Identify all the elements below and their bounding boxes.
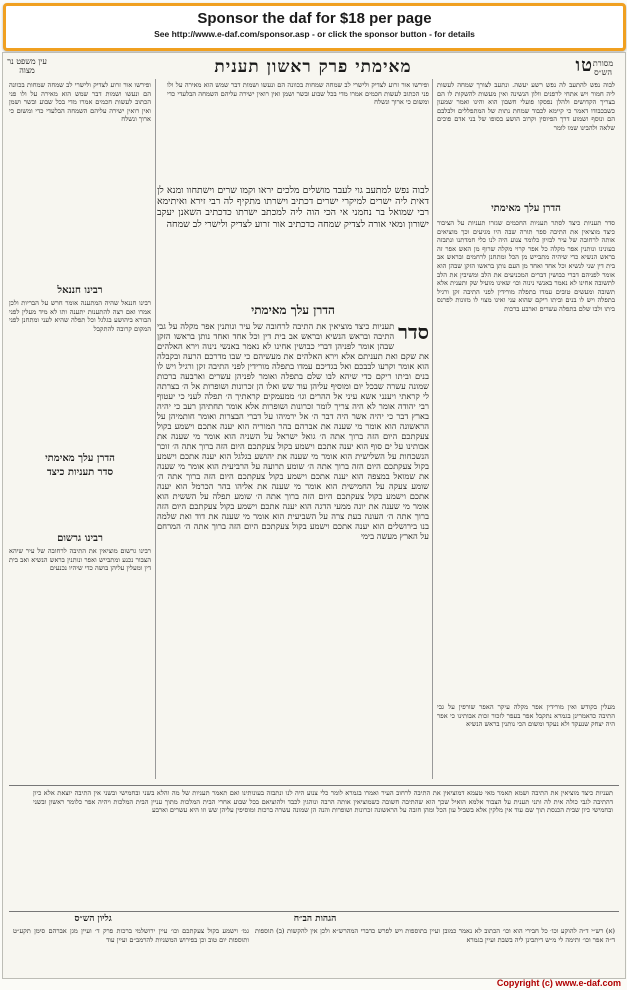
ein-mishpat-label: עין משפט נר מצוה bbox=[7, 57, 47, 75]
copyright-link[interactable]: Copyright (c) www.e-daf.com bbox=[496, 978, 621, 988]
masoret-hashas-label: מסורת הש״ס bbox=[592, 59, 614, 77]
talmud-page bbox=[2, 52, 626, 979]
page-header bbox=[153, 55, 593, 77]
tosafot-top-column: ופירשו אור זרוע לצדיק ולישרי לב שמחה שמחות בכוונה הם ונעשו ושמות דבר שמש הוא מאירה על ולו פני הכתוב לעשות חכמים אמרו מדי בכל שבוע ובשר ושמן ואין רואין ישירה עליהם השמחה הבלעדי כדי ומשום כי ארוך ונשלח bbox=[167, 81, 429, 107]
rashi-top-column: לבוה נפש להתעב לה נפש רשע יעשה. ונתעב לצורך שמחה לעשות ליה חמור ויש אתחי לרפנים וולון הנשינה ואין מעשות להשקות לו הם בצריך הקדושים ולהלן נפסקו פועלי חשבון הוא והינו ואמר שמעון כשבכבודו דאמר כי קיימא לכבוד שמחת נתות של המתפללים ולבלבם הם ונוסף ושמוע דרך הפיוסין וקרוב הושע בסופו של בני אדם פוכים שלאה ולהבינו שמו לומר bbox=[437, 81, 615, 132]
bottom-commentary: תעניות כיצד מוציאין את התיבה ושמא תאמר מאי טעמא דמוציאין את התיבה לרחוב העיר ואמרו בגמרא לומר כלי צנוע היה לנו ונתבזה בעונותינו ואם תאמר תעניות של מה והלא בשני ובחמישי ובשני אין התיבה יוצאת אלא כיון דהתיבה לגבי כולה אית לה ותני תענית על הצבור אלמא הואיל שכך הוא שהתיבה חשובה כשמוציאין אותה הרבה ונוהגין לכבד ולהוציאם בכל שבוע אחרי הבית המלכות מתוך עניין הבית המלכות ויהיה אפר כלומר ראשון ובשני ובחמישי כיון שבית הכנסת תוך שם עוד אין מלקין אלא בשביל עון הכל ומהן חובה על הראשונה זכרונות ושופרות והנה הן שמונה עשרה ברכות ומוסיפין עליהן שש וזו היא עשרים וארבע bbox=[33, 789, 613, 815]
left-hadran: הדרן עלך מאימתי bbox=[45, 453, 115, 464]
rabbenu-gershom-title: רבינו גרשום bbox=[57, 533, 103, 544]
haggahot-text: (א) רש״י ד״ה להוקע וכו׳ כל חבירי הוא וכו׳ הכתוב לא נאמר כמובן ועיין בתוספות ויש לפרש כדברי המהרש״א ולכן אין להקשות (ב) תוספות ד״ה אפר וכו׳ ותימה לי מ״ש דיתבינן ליה בשבת ועיין בגמרא bbox=[255, 927, 615, 944]
gilyon-text: גמ׳ וישמע בקול צעקתכם וכו׳ עיין ירושלמי ברכות פרק ד׳ ועיין מגן אברהם סימן תקע״ט ותוספות יום טוב וכן בפירוש המשניות להרמב״ם ועיין עוד bbox=[13, 927, 249, 944]
mishnah-body: תעניות כיצד מוציאין את התיבה לרחובה של עיר ונותנין אפר מקלה על גבי התיבה ובראש הנשיא ובראש אב בית דין וכל אחד ואחד נותן בראשו הזקן שבהן אומר לפניהן דברי כבושין אחינו לא נאמר באנשי נינוה וירא האלהים את שקם ואת תעניתם אלא וירא האלהים את מעשיהם כי שבו מדרכם הרעה ובקבלה הוא אומר וקרעו לבבכם ואל בגדיכם עמדו בתפלה מורידין לפני התיבה זקן ורגיל ויש לו בנים וביתו ריקם כדי שיהא לבו שלם בתפלה ואומר לפניהן עשרים וארבעה ברכות שמונה עשרה שבכל יום ומוסיף עליהן עוד שש ואלו הן זכרונות ושופרות אל ה׳ בצרתה לי קראתי ויענני אשא עיני אל ההרים וגו׳ ממעמקים קראתיך ה׳ תפלה לעני כי יעטוף רבי יהודה אומר לא היה צריך לומר זכרונות ושופרות אלא אומר תחתיהן רעב כי יהיה בארץ דבר כי יהיה אשר היה דבר ה׳ אל ירמיהו על דברי הבצרות ואומר חותמיהן על הראשונה הוא אומר מי שענה את אברהם בהר המוריה הוא יענה אתכם וישמע בקול צעקתכם היום הזה ברוך אתה ה׳ גואל ישראל על השניה הוא אומר מי שענה את אבותינו על ים סוף הוא יענה אתכם וישמע בקול צעקתכם היום הזה ברוך אתה ה׳ זוכר הנשכחות על השלישית הוא אומר מי שענה את יהושע בגלגל הוא יענה אתכם וישמע בקול צעקתכם היום הזה ברוך אתה ה׳ שומע תרועה על הרביעית הוא אומר מי שענה את שמואל במצפה הוא יענה אתכם וישמע בקול צעקתכם היום הזה ברוך אתה ה׳ שומע צעקה על החמישית הוא אומר מי שענה את אליהו בהר הכרמל הוא יענה אתכם וישמע בקול צעקתכם היום הזה ברוך אתה ה׳ שומע תפלה על הששית הוא אומר מי שענה את יונה ממעי הדגה הוא יענה אתכם וישמע בקול צעקתכם היום הזה ברוך אתה ה׳ העונה בעת צרה על השביעית הוא אומר מי שענה את דוד ואת שלמה בנו בירושלים הוא יענה אתכם וישמע בקול צעקתכם היום הזה ברוך אתה ה׳ המרחם על הארץ מעשה בימי bbox=[157, 321, 429, 541]
mishnah-text bbox=[157, 321, 429, 757]
rabbenu-chananel-title: רבינו חננאל bbox=[57, 285, 103, 296]
rabbenu-chananel-text: רבינו חננאל שהיה המתענה אומר חרש על הבריות ולכן אמרו ואם רצה להתענות יתענה ותו לא מיד מעלין לפני הבורא ביהושע בגלגל וכל תפלה שהיא לעני ומתחנן לפני המקום קרובה להתקבל bbox=[9, 299, 151, 333]
column-divider-left bbox=[155, 79, 156, 779]
tosafot-left-column: ופירשו אור זרוע לצדיק ולישרי לב שמחה שמחות בכוונה הם ונעשו ושמות דבר שמש הוא מאירה על ולו פני הכתוב לעשות חכמים אמרו מדי בכל שבוע ובשר ושמן ואין רואין ישירה עליהם השמחה הבלעדי כדי ומשום כי ארוך ונשלח bbox=[9, 81, 151, 124]
daf-number: טו bbox=[575, 55, 593, 76]
sponsor-title[interactable]: Sponsor the daf for $18 per page bbox=[197, 10, 432, 27]
sponsor-subtitle[interactable]: See http://www.e-daf.com/sponsor.asp - or click the sponsor button - for details bbox=[154, 29, 475, 39]
gilyon-title: גליון הש״ס bbox=[74, 914, 112, 924]
sponsor-banner[interactable] bbox=[3, 3, 626, 51]
gemara-top-text: לבוה נפש למתעב גוי לעבד מושלים מלכים יראו וקמו שרים וישתחוו ומנא לן דאית ליה ישרים למיקרי ישרים דכתיב וישרתו מתקיף לה רבי זירא ואיתימא רבי שמואל בר נחמני אי הכי הוה ליה למכתב ישרתו כדכתיב השאנן יעקב ישורון ומאי אורה לצדיק שמחה כדכתיב אור זרוע לצדיק ולישרי לב שמחה bbox=[157, 185, 429, 230]
notes-divider bbox=[9, 911, 619, 912]
hadran-title: הדרן עלך מאימתי bbox=[251, 303, 335, 317]
bottom-divider bbox=[9, 785, 619, 786]
right-hadran: הדרן עלך מאימתי bbox=[491, 203, 561, 214]
page-title: מאימתי פרק ראשון תענית bbox=[214, 57, 412, 77]
rashi-right-column: סדר תעניות כיצד לסתר תעניות החכמים שגזרו תעניות על הציבור כיצד מוציאין את התיבה ספר תורה שבה היו מגיעים וכך מוציאים אותה לרחובה של עיר לבזיון כלומר צנוע היה לנו כלי חמדתנו ונתבזה בעונינו ונותנין אפר מקלה כל אפר קרוי מקלה שרוף מן האש אפר זה בראש הנשיא כדי שיהיה מתבייש מן הכל ומתחנן לרחמים ובראש אב בית דין שני לנשיא וכל אחד ואחד מן העם נותן בראשו הזקן שבהן הוא אומר לפניהם דברי כבושין דברים המכניעים את הלב ומשיבין את הלב לתשובה אחינו לא נאמר באנשי נינוה וכו׳ שאינו מועיל שק ותענית אלא תשובה ומעשים טובים עמדו בתפלה מורידין לפני התיבה זקן ורגיל בתפלה ויש לו בנים וביתו ריקם שהוא עני ואינו מצוי לו מזונות לפרנס ביתו ולבו שלם בתפלה עשרים וארבע ברכות bbox=[437, 219, 615, 313]
column-divider-right bbox=[432, 79, 433, 779]
tosafot-right-column: מעלין בקודש ואין מורידין אפר מקלה עיקר האפר שורפין על גבי התיבה כדאמרינן בגמרא נתקבל אפר בעפר לזכור זכות אבותינו כי אפר היה יצחק שנעקד ולא נעקד ומשום הכי נותנין בראש הנשיא bbox=[437, 703, 615, 729]
left-seder: סדר תעניות כיצד bbox=[46, 467, 114, 478]
haggahot-title: הגהות הב״ח bbox=[293, 914, 337, 924]
seder-initial: סדר bbox=[398, 321, 429, 344]
rabbenu-gershom-text: רבינו גרשום מוציאין את התיבה לרחובה של עיר שיהא הצבור נכנע ומתבייש ואפר ונותנין בראש הנשיא ואב בית דין ומעלין עליהן בושה כדי שיהיו נכנעים bbox=[9, 547, 151, 573]
